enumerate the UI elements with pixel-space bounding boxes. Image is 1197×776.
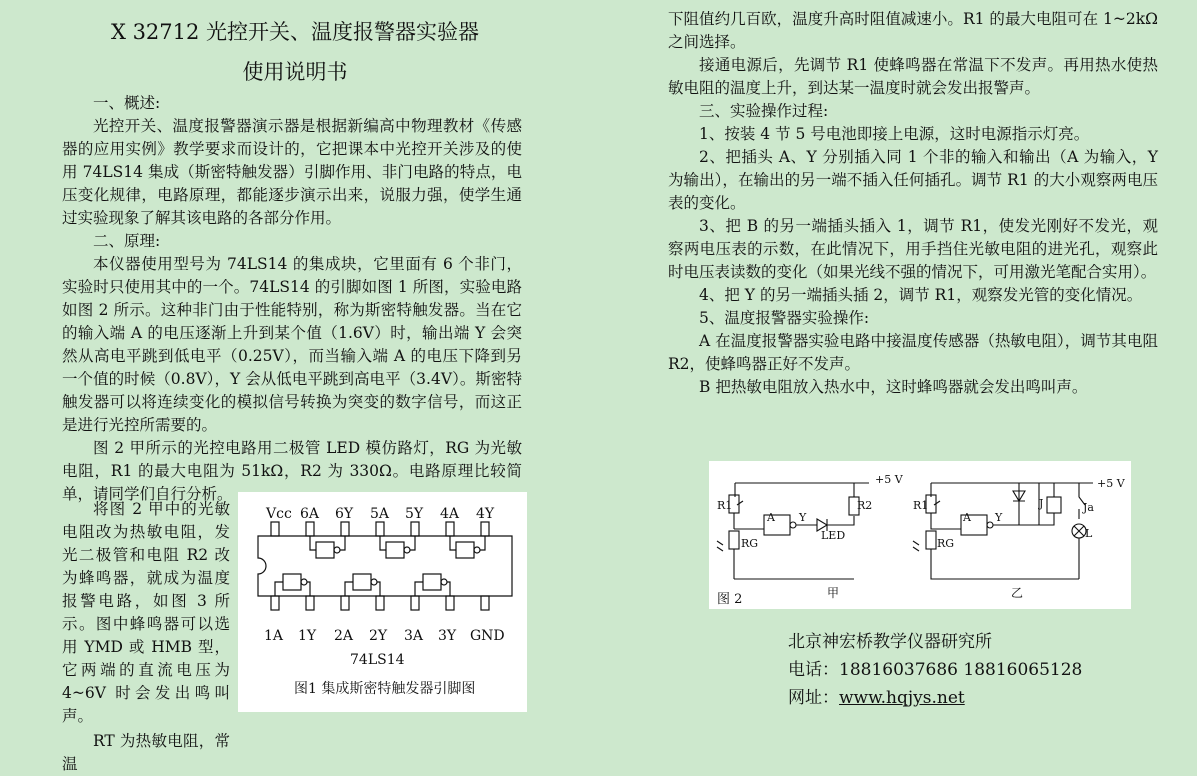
step-2: 2、把插头 A、Y 分别插入同 1 个非的输入和输出（A 为输入，Y 为输出），在输出的另一端不插入任何插孔。调节 R1 的大小观察两电压表的变化。 bbox=[668, 148, 1158, 212]
pin-label-bottom: 2Y bbox=[369, 628, 388, 644]
gate-symbol bbox=[353, 574, 371, 590]
footer bbox=[788, 628, 1082, 712]
right-column bbox=[668, 8, 1158, 399]
figure-caption: 图 2 bbox=[717, 592, 743, 607]
r1-label: R1 bbox=[717, 499, 733, 512]
pin-label-top: 5A bbox=[370, 506, 390, 522]
figure-caption: 图1 集成斯密特触发器引脚图 bbox=[294, 681, 476, 697]
paragraph: 本仪器使用型号为 74LS14 的集成块，它里面有 6 个非门，实验时只使用其中的一个。74LS14 的引脚如图 1 所图，实验电路如图 2 所示。这种非门由于性能特别，称为斯密特触发器。当在它的输入端 A 的电压逐渐上升到某个值（1.6V）时，输出端 Y 会突然从高电平跳到低电平（0.25V），而当输入端 A 的电压下降到另一个值的时候（0.8V），Y 会从低电平跳到高电平（3.4V）。斯密特触发器可以将连续变化的模拟信号转换为突变的数字信号，而这正是进行光控所需要的。 bbox=[62, 255, 522, 434]
website-line bbox=[788, 684, 1082, 712]
pin-label-top: 4Y bbox=[476, 506, 495, 522]
gate-symbol bbox=[456, 542, 474, 558]
pin-label-bottom: 3Y bbox=[438, 628, 457, 644]
paragraph: 接通电源后，先调节 R1 使蜂鸣器在常温下不发声。再用热水使热敏电阻的温度上升，到达某一温度时就会发出报警声。 bbox=[668, 56, 1158, 97]
figure-1 bbox=[238, 492, 527, 712]
y-label: Y bbox=[799, 511, 807, 524]
website-link[interactable]: www.hqjys.net bbox=[839, 688, 965, 708]
doc-subtitle: 使用说明书 bbox=[242, 60, 348, 84]
l-label: L bbox=[1085, 527, 1093, 540]
ja-label: Ja bbox=[1083, 501, 1094, 514]
wrapped-text bbox=[62, 498, 230, 776]
org-name: 北京神宏桥教学仪器研究所 bbox=[788, 632, 992, 652]
pin-label-top: 6A bbox=[300, 506, 320, 522]
left-column bbox=[62, 92, 522, 506]
supply-label: +5 V bbox=[1097, 477, 1125, 490]
step-5b: B 把热敏电阻放入热水中，这时蜂鸣器就会发出鸣叫声。 bbox=[699, 378, 1088, 396]
pin-label-bottom: 1Y bbox=[298, 628, 317, 644]
pin-label-top: 6Y bbox=[335, 506, 354, 522]
gate-symbol bbox=[316, 542, 334, 558]
step-5a: A 在温度报警器实验电路中接温度传感器（热敏电阻），调节其电阻 R2，使蜂鸣器正好不发声。 bbox=[668, 332, 1158, 373]
section-heading: 二、原理: bbox=[93, 232, 161, 250]
pin-label-top: 4A bbox=[440, 506, 460, 522]
a-label: A bbox=[963, 511, 971, 524]
phone: 电话：18816037686 18816065128 bbox=[788, 660, 1083, 680]
circuit-b-label: 乙 bbox=[1011, 586, 1024, 600]
circuit-a-label: 甲 bbox=[827, 586, 840, 600]
step-3: 3、把 B 的另一端插头插入 1，调节 R1，使发光刚好不发光，观察两电压表的示数，在此情况下，用手挡住光敏电阻的进光孔，观察此时电压表读数的变化（如果光线不强的情况下，可用激光笔配合实用）。 bbox=[668, 217, 1158, 281]
gate-symbol bbox=[283, 574, 301, 590]
pin-label-bottom: 2A bbox=[334, 628, 354, 644]
gate-symbol bbox=[423, 574, 441, 590]
j-label: J bbox=[1039, 497, 1044, 510]
section-heading: 一、概述: bbox=[93, 94, 161, 112]
pin-label-top: Vcc bbox=[266, 506, 292, 522]
r2-label: R2 bbox=[857, 499, 873, 512]
step-4: 4、把 Y 的另一端插头插 2，调节 R1，观察发光管的变化情况。 bbox=[699, 286, 1143, 304]
pin-label-bottom: GND bbox=[470, 628, 505, 644]
pin-label-bottom: 3A bbox=[404, 628, 424, 644]
pin-label-top: 5Y bbox=[405, 506, 424, 522]
section-heading: 三、实验操作过程: bbox=[699, 102, 829, 120]
chip-name: 74LS14 bbox=[350, 652, 405, 668]
doc-title: X 32712 光控开关、温度报警器实验器 bbox=[110, 20, 480, 44]
rg-label: RG bbox=[741, 537, 759, 550]
paragraph: 下阻值约几百欧，温度升高时阻值减速小。R1 的最大电阻可在 1~2kΩ之间选择。 bbox=[668, 10, 1158, 51]
paragraph: 图 2 甲所示的光控电路用二极管 LED 模仿路灯，RG 为光敏电阻，R1 的最大电阻为 51kΩ，R2 为 330Ω。电路原理比较简单，请同学们自行分析。 bbox=[62, 439, 522, 503]
step-1: 1、按装 4 节 5 号电池即接上电源，这时电源指示灯亮。 bbox=[699, 125, 1090, 143]
r1-label: R1 bbox=[913, 499, 929, 512]
circuit-diagram bbox=[709, 461, 1131, 609]
website-label: 网址： bbox=[788, 688, 839, 708]
pin-label-bottom: 1A bbox=[264, 628, 284, 644]
paragraph: RT 为热敏电阻，常温 bbox=[62, 732, 230, 773]
supply-label: +5 V bbox=[875, 473, 903, 486]
a-label: A bbox=[767, 511, 775, 524]
rg-label: RG bbox=[937, 537, 955, 550]
gate-symbol bbox=[386, 542, 404, 558]
paragraph: 将图 2 甲中的光敏电阻改为热敏电阻，发光二极管和电阻 R2 改为蜂鸣器，就成为温度报警电路，如图 3 所示。图中蜂鸣器可以选用 YMD 或 HMB 型，它两端的直流电压为 4~6V 时会发出鸣叫声。 bbox=[62, 500, 230, 725]
led-label: LED bbox=[821, 529, 846, 542]
figure-2 bbox=[709, 461, 1131, 609]
y-label: Y bbox=[995, 511, 1003, 524]
paragraph: 光控开关、温度报警器演示器是根据新编高中物理教材《传感器的应用实例》教学要求而设计的，它把课本中光控开关涉及的使用 74LS14 集成（斯密特触发器）引脚作用、非门电路的特点，电压变化规律，电路原理，都能逐步演示出来，说服力强，使学生通过实验现象了解其该电路的各部分作用。 bbox=[62, 117, 522, 227]
step-5: 5、温度报警器实验操作: bbox=[699, 309, 870, 327]
pinout-diagram bbox=[238, 492, 527, 712]
